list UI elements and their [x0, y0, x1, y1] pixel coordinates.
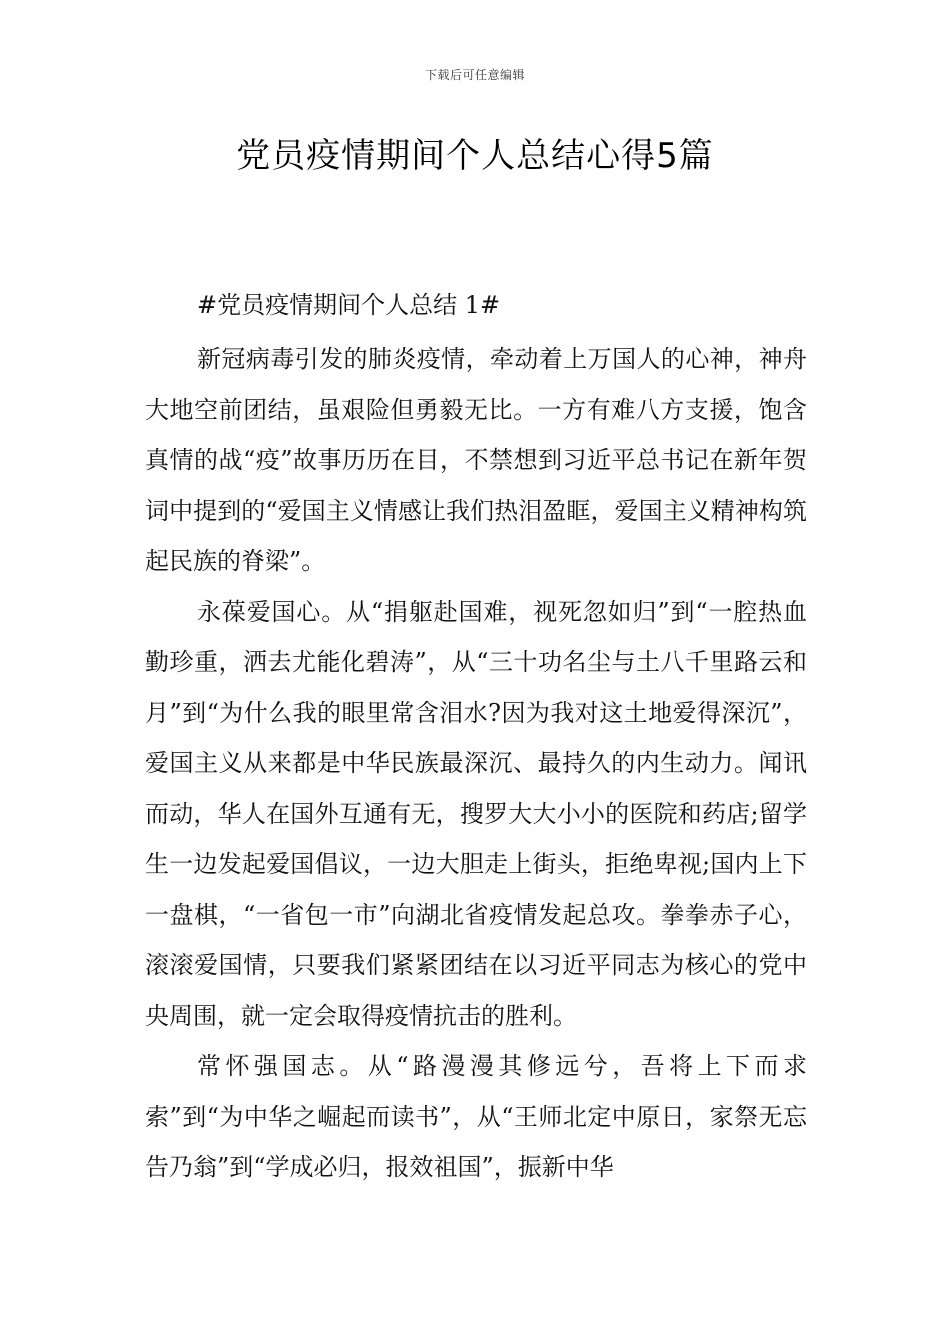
paragraph-2: 永葆爱国心。从“捐躯赴国难，视死忽如归”到“一腔热血勤珍重，洒去尤能化碧涛”，从“三十功名尘与土八千里路云和月”到“为什么我的眼里常含泪水?因为我对这土地爱得深沉”，爱国主义从来都是中华民族最深沉、最持久的内生动力。闻讯而动，华人在国外互通有无，搜罗大大小小的医院和药店;留学生一边发起爱国倡议，一边大胆走上街头，拒绝卑视;国内上下一盘棋，“一省包一市”向湖北省疫情发起总攻。拳拳赤子心，滚滚爱国情，只要我们紧紧团结在以习近平同志为核心的党中央周围，就一定会取得疫情抗击的胜利。 — [145, 597, 807, 1030]
paragraph-3: 常怀强国志。从“路漫漫其修远兮，吾将上下而求索”到“为中华之崛起而读书”，从“王师北定中原日，家祭无忘告乃翁”到“学成必归，报效祖国”，振新中华 — [145, 1052, 807, 1181]
paragraph-1: 新冠病毒引发的肺炎疫情，牵动着上万国人的心神，神舟大地空前团结，虽艰险但勇毅无比。一方有难八方支援，饱含真情的战“疫”故事历历在目，不禁想到习近平总书记在新年贺词中提到的“爱国主义情感让我们热泪盈眶，爱国主义精神构筑起民族的脊梁”。 — [145, 345, 807, 575]
section-heading: #党员疫情期间个人总结 1# — [197, 291, 501, 319]
document-title: 党员疫情期间个人总结心得5篇 — [236, 136, 714, 176]
document-body — [145, 280, 807, 1193]
header-note: 下载后可任意编辑 — [424, 68, 525, 82]
